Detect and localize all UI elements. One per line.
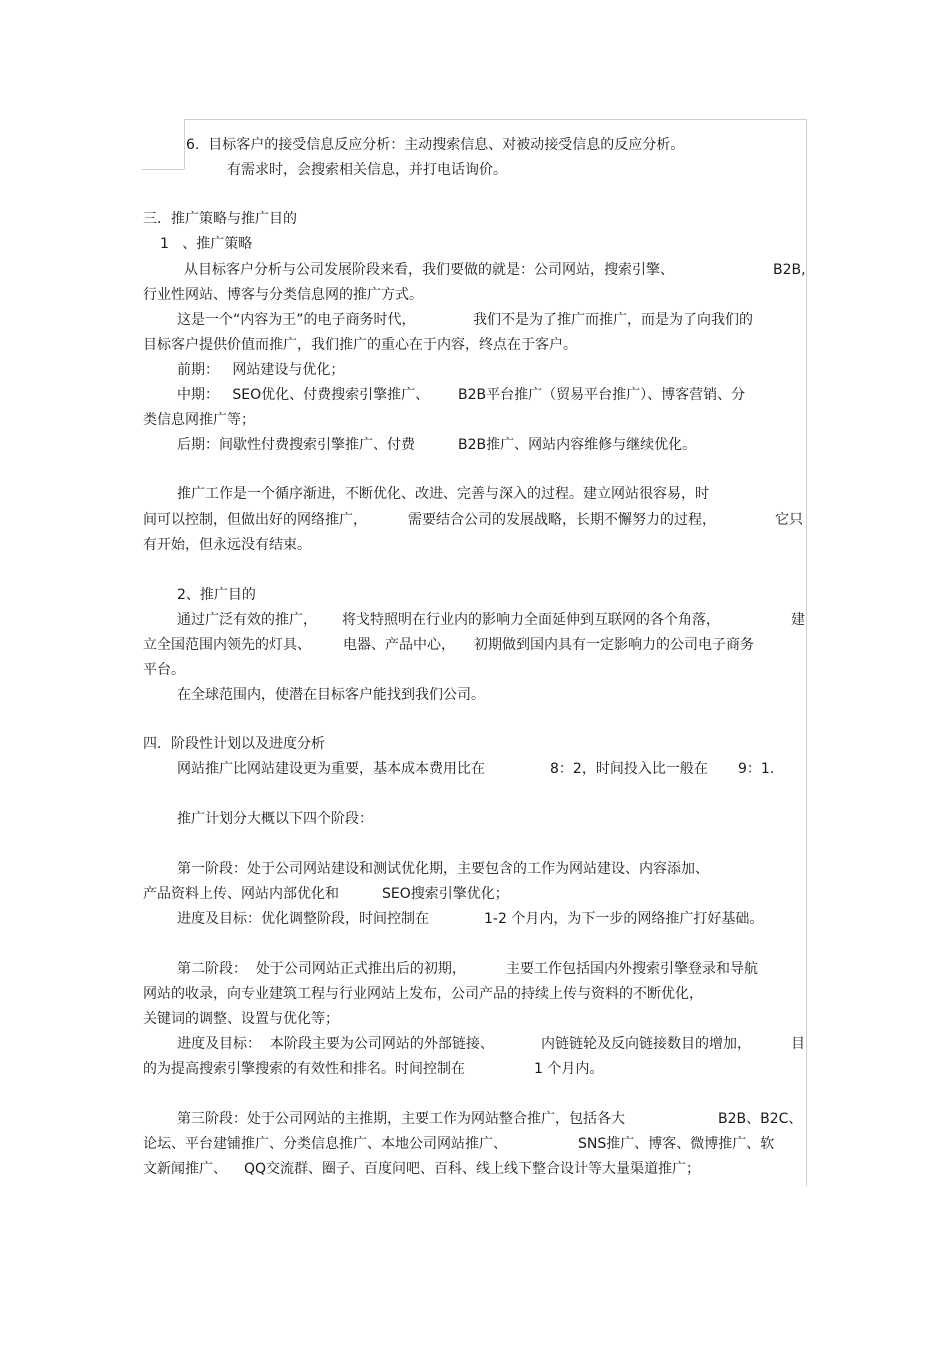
- text-line-13-part-0: 间可以控制，但做出好的网络推广，: [143, 512, 367, 528]
- text-line-25-part-0: 进度及目标：优化调整阶段，时间控制在: [177, 911, 429, 927]
- text-line-8-part-0: 前期： 网站建设与优化；: [177, 362, 345, 378]
- text-line-30-part-0: 的为提高搜索引擎搜索的有效性和排名。时间控制在: [143, 1061, 465, 1077]
- text-line-33-part-1: QQ交流群、圈子、百度问吧、百科、线上线下整合设计等大量渠道推广；: [244, 1161, 701, 1177]
- text-line-25-part-1: 1-2 个月内，为下一步的网络推广打好基础。: [484, 911, 764, 927]
- text-line-17-part-1: 电器、产品中心，: [343, 637, 455, 653]
- text-line-27-part-0: 网站的收录，向专业建筑工程与行业网站上发布，公司产品的持续上传与资料的不断优化，: [143, 986, 703, 1002]
- text-line-6-part-0: 这是一个“内容为王”的电子商务时代，: [177, 312, 416, 328]
- text-line-4-part-1: B2B,: [773, 262, 806, 278]
- text-line-32-part-0: 论坛、平台建铺推广、分类信息推广、本地公司网站推广、: [143, 1136, 507, 1152]
- text-line-4-part-0: 从目标客户分析与公司发展阶段来看，我们要做的就是：公司网站，搜索引擎、: [184, 262, 674, 278]
- text-line-13-part-2: 它只: [775, 512, 803, 528]
- text-line-9-part-0: 中期： SEO优化、付费搜索引擎推广、: [177, 387, 430, 403]
- text-line-13-part-1: 需要结合公司的发展战略，长期不懈努力的过程，: [408, 512, 716, 528]
- text-line-2-part-0: 三．推广策略与推广目的: [143, 211, 297, 227]
- text-line-12-part-0: 推广工作是一个循序渐进，不断优化、改进、完善与深入的过程。建立网站很容易，时: [177, 486, 709, 502]
- text-line-5-part-0: 行业性网站、博客与分类信息网的推广方式。: [143, 287, 423, 303]
- text-line-0-part-0: 6. 目标客户的接受信息反应分析：主动搜索信息、对被动接受信息的反应分析。: [186, 137, 685, 153]
- text-line-24-part-1: SEO搜索引擎优化；: [382, 886, 509, 902]
- page-frame-top-border: [184, 119, 807, 120]
- text-line-18-part-0: 平台。: [143, 662, 185, 678]
- text-line-21-part-1: 8：2，时间投入比一般在: [550, 761, 708, 777]
- page-frame-notch-border: [142, 169, 184, 170]
- text-line-15-part-0: 2、推广目的: [177, 587, 256, 603]
- text-line-29-part-1: 内链链轮及反向链接数目的增加，: [541, 1036, 751, 1052]
- text-line-31-part-1: B2B、B2C、: [718, 1111, 803, 1127]
- text-line-21-part-0: 网站推广比网站建设更为重要，基本成本费用比在: [177, 761, 485, 777]
- text-line-14-part-0: 有开始，但永远没有结束。: [143, 537, 311, 553]
- text-line-23-part-0: 第一阶段：处于公司网站建设和测试优化期，主要包含的工作为网站建设、内容添加、: [177, 861, 709, 877]
- text-line-11-part-1: B2B推广、网站内容维修与继续优化。: [458, 437, 697, 453]
- text-line-17-part-0: 立全国范围内领先的灯具、: [143, 637, 311, 653]
- text-line-32-part-1: SNS推广、博客、微博推广、软: [578, 1136, 775, 1152]
- text-line-24-part-0: 产品资料上传、网站内部优化和: [143, 886, 339, 902]
- text-line-20-part-0: 四．阶段性计划以及进度分析: [143, 736, 325, 752]
- text-line-7-part-0: 目标客户提供价值而推广，我们推广的重心在于内容，终点在于客户。: [143, 337, 577, 353]
- text-line-29-part-2: 目: [791, 1036, 805, 1052]
- text-line-16-part-1: 将戈特照明在行业内的影响力全面延伸到互联网的各个角落，: [342, 612, 720, 628]
- text-line-1-part-0: 有需求时，会搜索相关信息，并打电话询价。: [227, 162, 507, 178]
- page-frame-right-border: [806, 119, 807, 1186]
- text-line-3-part-0: 1 、推广策略: [160, 236, 253, 252]
- text-line-19-part-0: 在全球范围内，使潜在目标客户能找到我们公司。: [177, 687, 485, 703]
- page-frame-left-border: [184, 119, 185, 169]
- text-line-33-part-0: 文新闻推广、: [143, 1161, 227, 1177]
- text-line-17-part-2: 初期做到国内具有一定影响力的公司电子商务: [474, 637, 754, 653]
- text-line-9-part-1: B2B平台推广（贸易平台推广）、博客营销、分: [458, 387, 746, 403]
- text-line-10-part-0: 类信息网推广等；: [143, 412, 255, 428]
- text-line-28-part-0: 关键词的调整、设置与优化等；: [143, 1011, 339, 1027]
- text-line-30-part-1: 1 个月内。: [534, 1061, 604, 1077]
- text-line-29-part-0: 进度及目标： 本阶段主要为公司网站的外部链接、: [177, 1036, 494, 1052]
- text-line-16-part-0: 通过广泛有效的推广，: [177, 612, 317, 628]
- text-line-21-part-2: 9：1.: [738, 761, 775, 777]
- text-line-26-part-0: 第二阶段： 处于公司网站正式推出后的初期，: [177, 961, 466, 977]
- text-line-26-part-1: 主要工作包括国内外搜索引擎登录和导航: [506, 961, 758, 977]
- text-line-11-part-0: 后期：间歇性付费搜索引擎推广、付费: [177, 437, 415, 453]
- text-line-31-part-0: 第三阶段：处于公司网站的主推期，主要工作为网站整合推广，包括各大: [177, 1111, 625, 1127]
- text-line-22-part-0: 推广计划分大概以下四个阶段：: [177, 811, 373, 827]
- text-line-6-part-1: 我们不是为了推广而推广，而是为了向我们的: [473, 312, 753, 328]
- text-line-16-part-2: 建: [791, 612, 805, 628]
